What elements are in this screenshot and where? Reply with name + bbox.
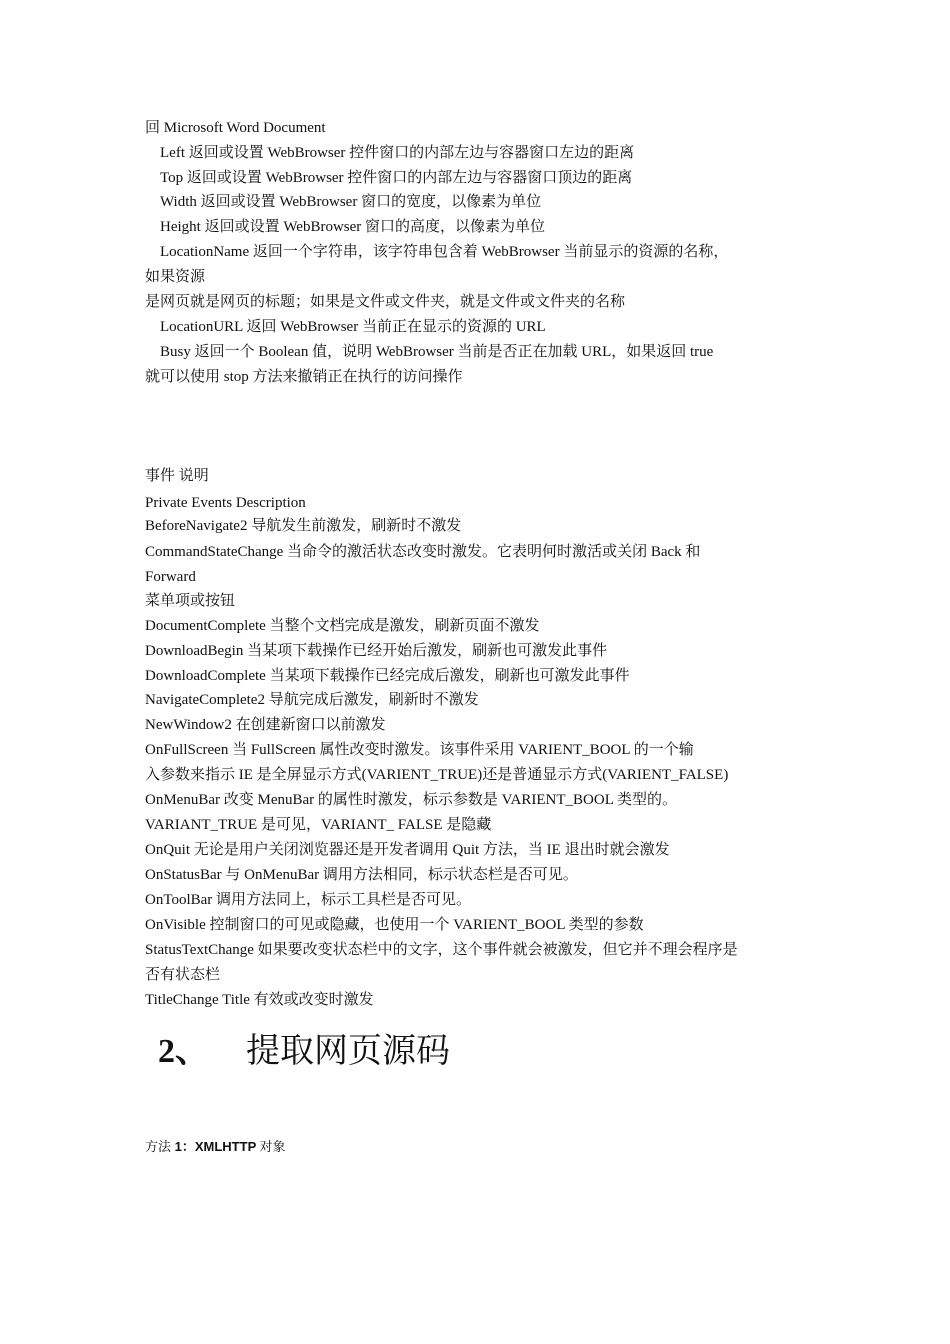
event-on-menubar: OnMenuBar 改变 MenuBar 的属性时激发，标示参数是 VARIENT_BOOL 类型的。 [145, 792, 678, 808]
section-number: 2、 [158, 1033, 209, 1070]
event-before-navigate: BeforeNavigate2 导航发生前激发，刷新时不激发 [145, 518, 462, 534]
event-document-complete: DocumentComplete 当整个文档完成是激发，刷新页面不激发 [145, 618, 540, 634]
event-status-text-cont: 否有状态栏 [145, 967, 221, 983]
prop-busy-cont: 就可以使用 stop 方法来撤销正在执行的访问操作 [145, 369, 463, 385]
prop-location-url: LocationURL 返回 WebBrowser 当前正在显示的资源的 URL [160, 319, 546, 335]
event-on-menubar-cont: VARIANT_TRUE 是可见，VARIANT_ FALSE 是隐藏 [145, 817, 492, 833]
event-title-change: TitleChange Title 有效或改变时激发 [145, 992, 374, 1008]
event-on-toolbar: OnToolBar 调用方法同上，标示工具栏是否可见。 [145, 892, 472, 908]
event-on-statusbar: OnStatusBar 与 OnMenuBar 调用方法相同，标示状态栏是否可见。 [145, 867, 578, 883]
event-download-complete: DownloadComplete 当某项下载操作已经完成后激发，刷新也可激发此事件 [145, 668, 630, 684]
events-private: Private Events Description [145, 495, 306, 511]
prop-top: Top 返回或设置 WebBrowser 控件窗口的内部左边与容器窗口顶边的距离 [160, 170, 633, 186]
prop-location-name-cont: 如果资源 [145, 269, 206, 285]
event-on-quit: OnQuit 无论是用户关闭浏览器还是开发者调用 Quit 方法，当 IE 退出时就会激发 [145, 842, 670, 858]
event-on-fullscreen-cont: 入参数来指示 IE 是全屏显示方式(VARIENT_TRUE)还是普通显示方式(VARIENT_FALSE) [145, 767, 729, 783]
intro-line: 回 Microsoft Word Document [145, 120, 326, 136]
event-on-visible: OnVisible 控制窗口的可见或隐藏，也使用一个 VARIENT_BOOL 类型的参数 [145, 917, 644, 933]
method-suffix: 对象 [256, 1139, 286, 1154]
event-new-window: NewWindow2 在创建新窗口以前激发 [145, 717, 386, 733]
section-heading [158, 1030, 450, 1074]
prop-location-name: LocationName 返回一个字符串，该字符串包含着 WebBrowser 当前显示的资源的名称， [160, 244, 729, 260]
event-command-state-cont: Forward [145, 569, 196, 585]
prop-width: Width 返回或设置 WebBrowser 窗口的宽度，以像素为单位 [160, 194, 542, 210]
event-download-begin: DownloadBegin 当某项下载操作已经开始后激发，刷新也可激发此事件 [145, 643, 608, 659]
event-navigate-complete: NavigateComplete2 导航完成后激发，刷新时不激发 [145, 692, 479, 708]
prop-location-name-cont2: 是网页就是网页的标题；如果是文件或文件夹，就是文件或文件夹的名称 [145, 294, 626, 310]
event-command-state-cont2: 菜单项或按钮 [145, 593, 236, 609]
prop-busy: Busy 返回一个 Boolean 值，说明 WebBrowser 当前是否正在加载 URL，如果返回 true [160, 344, 714, 360]
prop-left: Left 返回或设置 WebBrowser 控件窗口的内部左边与容器窗口左边的距离 [160, 145, 635, 161]
section-title: 提取网页源码 [246, 1033, 450, 1070]
method-line [145, 1138, 286, 1156]
event-command-state: CommandStateChange 当命令的激活状态改变时激发。它表明何时激活或关闭 Back 和 [145, 544, 701, 560]
event-on-fullscreen: OnFullScreen 当 FullScreen 属性改变时激发。该事件采用 VARIENT_BOOL 的一个输 [145, 742, 694, 758]
method-prefix: 方法 [145, 1139, 172, 1154]
events-header: 事件 说明 [145, 468, 209, 484]
method-bold: 1：XMLHTTP [171, 1139, 257, 1154]
prop-height: Height 返回或设置 WebBrowser 窗口的高度，以像素为单位 [160, 219, 546, 235]
event-status-text: StatusTextChange 如果要改变状态栏中的文字，这个事件就会被激发，但它并不理会程序是 [145, 942, 738, 958]
